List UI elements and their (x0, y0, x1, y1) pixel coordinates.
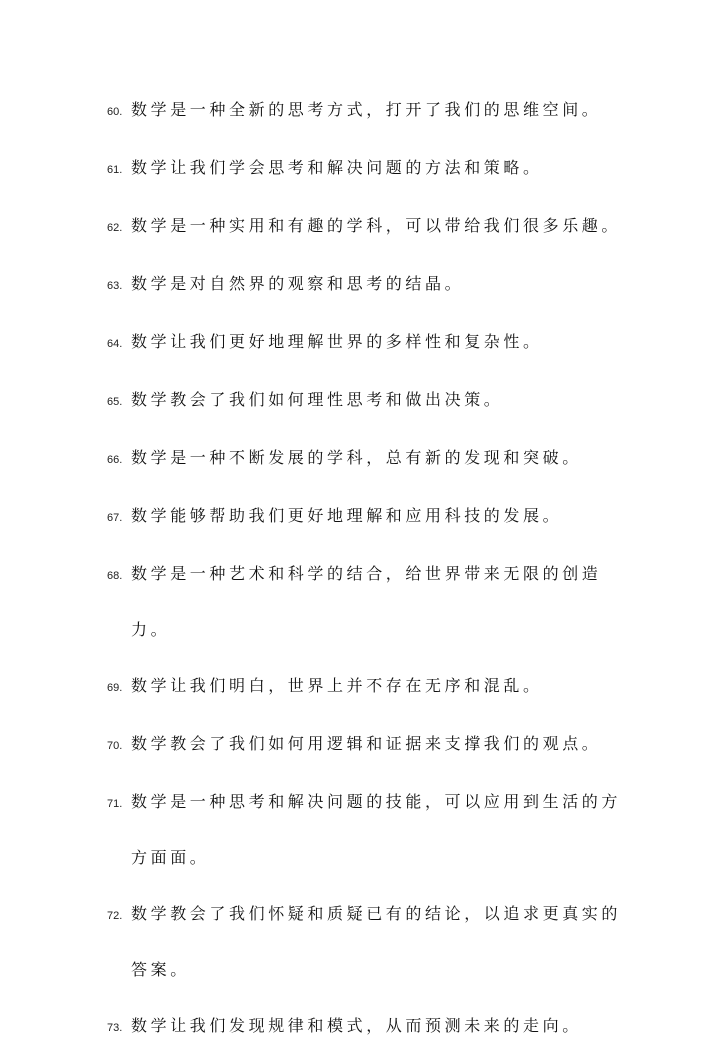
item-text: 数学让我们发现规律和模式，从而预测未来的走向。 (131, 1016, 582, 1035)
list-item (107, 256, 627, 314)
list-item (107, 430, 627, 488)
list-item (107, 886, 627, 998)
item-text: 数学能够帮助我们更好地理解和应用科技的发展。 (131, 506, 563, 525)
item-text: 数学是一种实用和有趣的学科，可以带给我们很多乐趣。 (131, 216, 622, 235)
item-number: 68. (107, 570, 123, 582)
item-number: 70. (107, 740, 123, 752)
item-text: 数学是一种全新的思考方式，打开了我们的思维空间。 (131, 100, 602, 119)
item-number: 73. (107, 1022, 123, 1034)
item-text: 数学教会了我们如何理性思考和做出决策。 (131, 390, 504, 409)
item-text: 数学是一种思考和解决问题的技能，可以应用到生活的方方面面。 (131, 792, 622, 867)
item-number: 72. (107, 910, 123, 922)
list-item (107, 198, 627, 256)
quote-list (107, 82, 627, 1056)
list-item (107, 140, 627, 198)
list-item (107, 658, 627, 716)
item-text: 数学教会了我们怀疑和质疑已有的结论，以追求更真实的答案。 (131, 904, 622, 979)
item-text: 数学是一种艺术和科学的结合，给世界带来无限的创造力。 (131, 564, 602, 639)
list-item (107, 372, 627, 430)
item-text: 数学让我们学会思考和解决问题的方法和策略。 (131, 158, 543, 177)
item-number: 60. (107, 106, 123, 118)
item-text: 数学是对自然界的观察和思考的结晶。 (131, 274, 465, 293)
list-item (107, 998, 627, 1056)
list-item (107, 546, 627, 658)
item-number: 64. (107, 338, 123, 350)
item-number: 65. (107, 396, 123, 408)
list-item (107, 774, 627, 886)
item-number: 62. (107, 222, 123, 234)
item-text: 数学是一种不断发展的学科，总有新的发现和突破。 (131, 448, 582, 467)
item-text: 数学让我们明白，世界上并不存在无序和混乱。 (131, 676, 543, 695)
item-number: 63. (107, 280, 123, 292)
item-number: 71. (107, 798, 123, 810)
list-item (107, 82, 627, 140)
item-text: 数学让我们更好地理解世界的多样性和复杂性。 (131, 332, 543, 351)
list-item (107, 314, 627, 372)
item-number: 67. (107, 512, 123, 524)
item-text: 数学教会了我们如何用逻辑和证据来支撑我们的观点。 (131, 734, 602, 753)
item-number: 66. (107, 454, 123, 466)
list-item (107, 488, 627, 546)
list-item (107, 716, 627, 774)
item-number: 61. (107, 164, 123, 176)
item-number: 69. (107, 682, 123, 694)
